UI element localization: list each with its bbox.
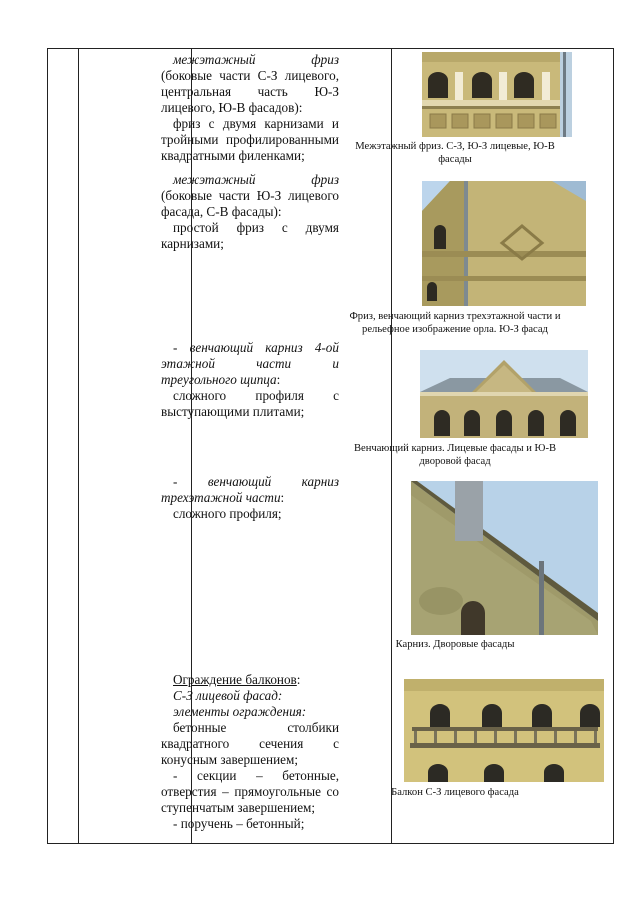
section-subheading: элементы ограждения: [173,704,307,719]
photo-crowning-cornice [420,350,588,438]
block-colon: : [276,372,281,387]
block-title: межэтажный фриз [173,172,339,187]
block-description: сложного профиля; [173,506,282,521]
block-title-rest: (боковые части Ю-З лицевого фасада, С-В фасады): [161,188,339,219]
column-divider [78,49,79,843]
section-subheading: С-З лицевой фасад: [173,688,283,703]
photo-balcony [404,679,604,782]
list-item: - поручень – бетонный; [173,816,305,831]
text-block-frieze-1 [161,52,339,164]
block-title: - венчающий карниз трехэтажной части [161,474,339,505]
photo-caption: Балкон С-З лицевого фасада [391,787,519,798]
block-description: фриз с двумя карнизами и тройными профилированными квадратными филенками; [161,116,339,163]
block-description: простой фриз с двумя карнизами; [161,220,339,251]
text-block-balconies [161,672,339,832]
block-colon: : [280,490,285,505]
block-title-rest: (боковые части С-З лицевого, центральная часть Ю-З лицевого, Ю-В фасадов): [161,68,339,115]
block-title: - венчающий карниз 4-ой этажной части и треугольного щипца [161,340,339,387]
photo-courtyard-cornice [411,481,598,635]
photo-eagle-relief [422,181,586,306]
text-block-cornice-3 [161,474,339,522]
list-item: - секции – бетонные, отверстия – прямоугольные со ступенчатым завершением; [161,768,339,815]
photo-caption: Фриз, венчающий карниз трехэтажной части и рельефное изображение орла. Ю-З фасад [349,311,561,335]
block-title: межэтажный фриз [173,52,339,67]
photo-caption: Карниз. Дворовые фасады [395,639,515,650]
photo-caption: Межэтажный фриз. С-З, Ю-З лицевые, Ю-В фасады [355,141,555,165]
block-description: сложного профиля с выступающими плитами; [161,388,339,419]
section-colon: : [296,672,301,687]
photo-frieze-facade [422,52,572,137]
photo-caption: Венчающий карниз. Лицевые фасады и Ю-В дворовой фасад [353,443,557,467]
text-block-frieze-2 [161,172,339,252]
section-heading: Ограждение балконов [173,672,297,687]
list-item: бетонные столбики квадратного сечения с конусным завершением; [161,720,339,767]
text-block-cornice-4 [161,340,339,420]
